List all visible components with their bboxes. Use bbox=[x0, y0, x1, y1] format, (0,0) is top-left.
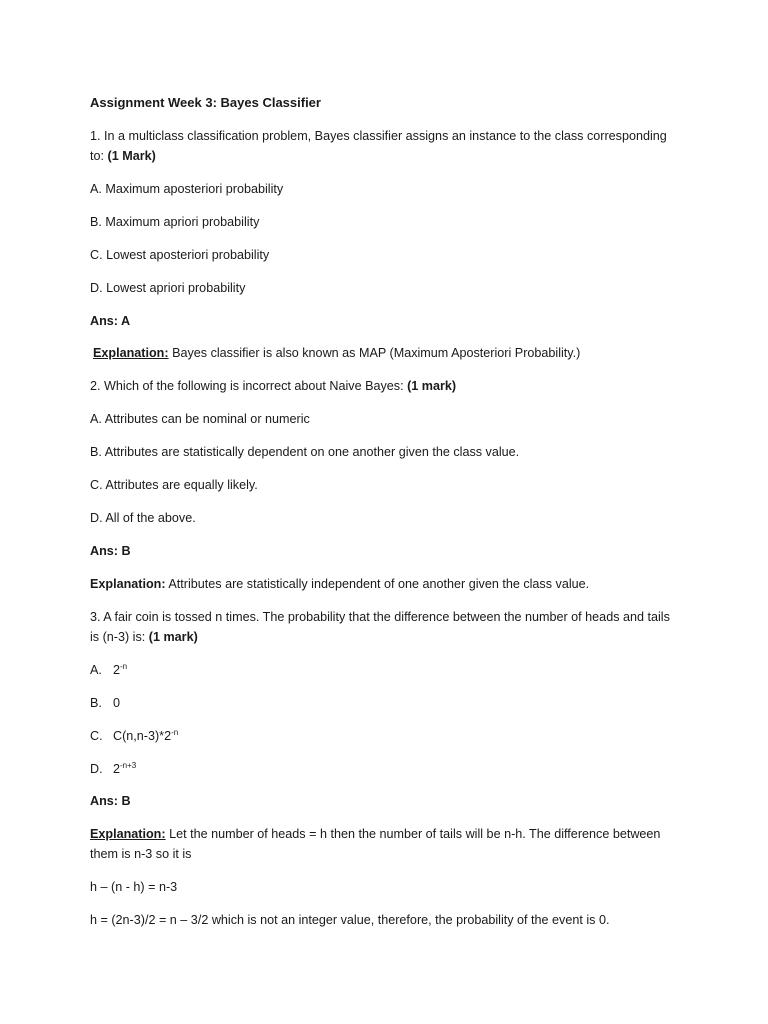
q3-option-a-letter: A. bbox=[90, 663, 102, 677]
q3-equation-1: h – (n - h) = n-3 bbox=[90, 880, 178, 894]
q3-option-b bbox=[90, 695, 120, 711]
q3-option-b-letter: B. bbox=[90, 696, 102, 710]
question-3-marks: (1 mark) bbox=[148, 630, 198, 644]
q2-option-c: C. Attributes are equally likely. bbox=[90, 478, 258, 492]
q2-explanation-text: Attributes are statistically independent of one another given the class value. bbox=[165, 577, 590, 591]
q3-option-d bbox=[90, 761, 136, 777]
q1-explanation-text: Bayes classifier is also known as MAP (Maximum Aposteriori Probability.) bbox=[168, 346, 581, 360]
q1-option-b: B. Maximum apriori probability bbox=[90, 215, 260, 229]
q3-option-c bbox=[90, 728, 178, 744]
q2-option-a: A. Attributes can be nominal or numeric bbox=[90, 412, 310, 426]
q3-option-d-letter: D. bbox=[90, 762, 103, 776]
q1-answer: Ans: A bbox=[90, 314, 131, 328]
question-3 bbox=[90, 607, 675, 647]
q3-option-d-base: 2 bbox=[113, 762, 121, 776]
q2-explanation bbox=[90, 576, 589, 592]
q2-answer: Ans: B bbox=[90, 544, 131, 558]
q3-explanation-label: Explanation: bbox=[90, 827, 166, 841]
question-3-text: 3. A fair coin is tossed n times. The probability that the difference between the number of heads and tails is (n-3) is: bbox=[90, 610, 670, 644]
q2-explanation-label: Explanation: bbox=[90, 577, 166, 591]
q3-option-d-exponent: -n+3 bbox=[120, 761, 137, 770]
q2-option-b: B. Attributes are statistically dependent on one another given the class value. bbox=[90, 445, 520, 459]
q3-option-a-exponent: -n bbox=[120, 662, 128, 671]
q3-option-b-base: 0 bbox=[113, 696, 121, 710]
page-title: Assignment Week 3: Bayes Classifier bbox=[90, 95, 321, 110]
q1-explanation-label: Explanation: bbox=[93, 346, 169, 360]
q3-option-a bbox=[90, 662, 127, 678]
q3-option-a-base: 2 bbox=[113, 663, 121, 677]
q2-option-d: D. All of the above. bbox=[90, 511, 196, 525]
q1-option-c: C. Lowest aposteriori probability bbox=[90, 248, 270, 262]
question-1-marks: (1 Mark) bbox=[107, 149, 156, 163]
q3-answer: Ans: B bbox=[90, 794, 131, 808]
q1-option-a: A. Maximum aposteriori probability bbox=[90, 182, 284, 196]
question-2-marks: (1 mark) bbox=[407, 379, 457, 393]
q3-explanation-text: Let the number of heads = h then the number of tails will be n-h. The difference between them is n-3 so it is bbox=[90, 827, 661, 861]
question-2 bbox=[90, 378, 456, 394]
q3-option-c-base: C(n,n-3)*2 bbox=[113, 729, 172, 743]
q3-explanation bbox=[90, 824, 675, 864]
q3-option-c-exponent: -n bbox=[171, 728, 179, 737]
q3-option-c-letter: C. bbox=[90, 729, 103, 743]
question-2-text: 2. Which of the following is incorrect about Naive Bayes: bbox=[90, 379, 404, 393]
question-1-text: 1. In a multiclass classification problem, Bayes classifier assigns an instance to the class corresponding to: bbox=[90, 129, 667, 163]
q3-equation-2: h = (2n-3)/2 = n – 3/2 which is not an integer value, therefore, the probability of the event is 0. bbox=[90, 913, 610, 927]
question-1 bbox=[90, 126, 675, 166]
q1-explanation bbox=[93, 345, 580, 361]
q1-option-d: D. Lowest apriori probability bbox=[90, 281, 246, 295]
